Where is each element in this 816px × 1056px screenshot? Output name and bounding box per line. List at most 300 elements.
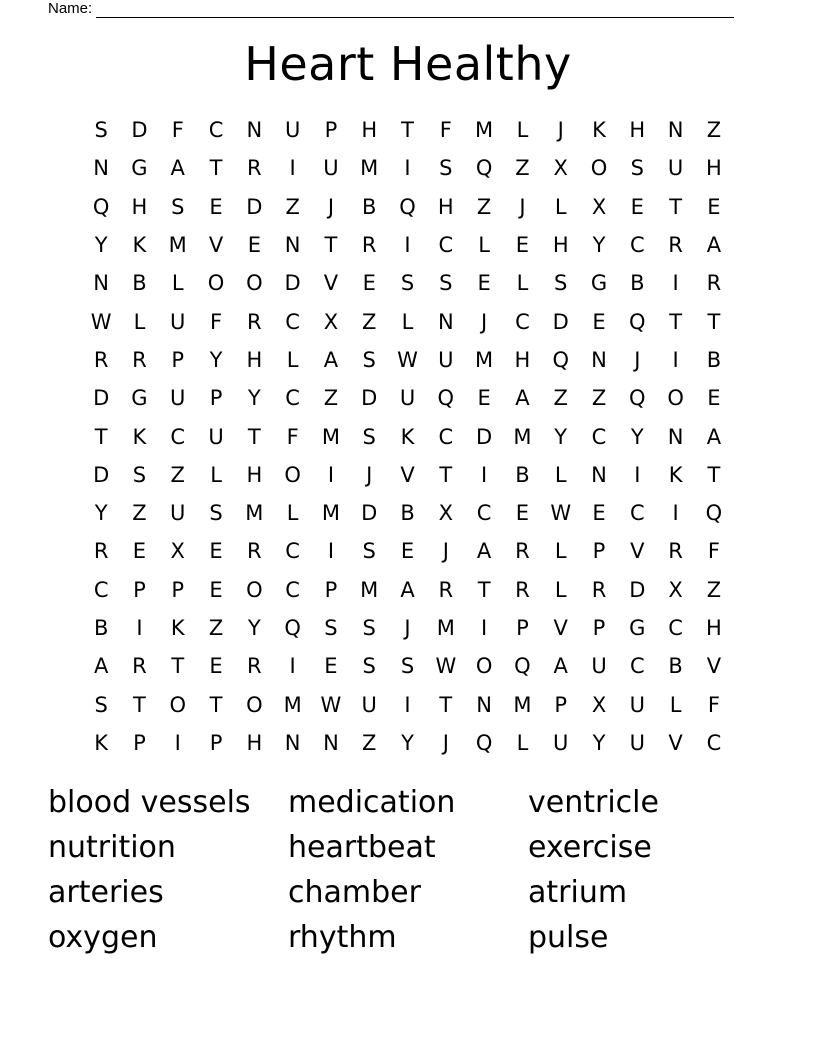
- grid-letter[interactable]: T: [439, 692, 453, 717]
- grid-letter[interactable]: N: [284, 233, 301, 258]
- grid-letter[interactable]: X: [553, 156, 568, 181]
- grid-letter[interactable]: A: [170, 156, 185, 181]
- grid-letter[interactable]: Z: [323, 386, 339, 411]
- grid-letter[interactable]: I: [404, 233, 411, 258]
- word-list-item: exercise: [528, 830, 652, 865]
- grid-letter[interactable]: W: [320, 692, 342, 717]
- grid-letter[interactable]: R: [591, 577, 607, 602]
- grid-letter[interactable]: D: [284, 271, 301, 296]
- grid-letter[interactable]: Q: [705, 501, 723, 526]
- grid-letter[interactable]: A: [553, 654, 568, 679]
- grid-letter[interactable]: M: [321, 424, 340, 449]
- grid-letter[interactable]: L: [554, 539, 567, 564]
- grid-letter[interactable]: C: [285, 577, 300, 602]
- grid-letter[interactable]: D: [93, 386, 110, 411]
- grid-letter[interactable]: N: [591, 462, 607, 487]
- grid-letter[interactable]: M: [475, 118, 494, 143]
- grid-letter[interactable]: Q: [475, 730, 493, 755]
- grid-letter[interactable]: L: [171, 271, 184, 296]
- grid-letter[interactable]: W: [550, 501, 572, 526]
- grid-letter[interactable]: P: [209, 730, 223, 755]
- grid-letter[interactable]: Z: [706, 118, 722, 143]
- grid-letter[interactable]: F: [707, 692, 720, 717]
- grid-letter[interactable]: N: [246, 118, 263, 143]
- grid-letter[interactable]: R: [668, 233, 683, 258]
- grid-letter[interactable]: Z: [285, 194, 300, 219]
- grid-letter[interactable]: W: [90, 309, 112, 334]
- grid-letter[interactable]: T: [171, 654, 185, 679]
- name-underline[interactable]: [96, 2, 734, 18]
- grid-letter[interactable]: B: [400, 501, 415, 526]
- grid-letter[interactable]: Q: [629, 386, 646, 411]
- grid-letter[interactable]: I: [289, 156, 296, 181]
- grid-letter[interactable]: K: [668, 462, 683, 487]
- word-list-item: chamber: [288, 875, 421, 910]
- grid-letter[interactable]: T: [669, 194, 683, 219]
- grid-letter[interactable]: P: [171, 347, 185, 372]
- grid-letter[interactable]: L: [401, 309, 414, 334]
- grid-letter[interactable]: N: [667, 424, 684, 449]
- grid-letter[interactable]: L: [133, 309, 146, 334]
- grid-letter[interactable]: E: [362, 271, 376, 296]
- grid-letter[interactable]: J: [404, 616, 411, 640]
- grid-letter[interactable]: O: [667, 386, 684, 411]
- grid-letter[interactable]: I: [404, 156, 411, 181]
- grid-letter[interactable]: Y: [209, 347, 223, 372]
- grid-letter[interactable]: U: [438, 347, 454, 372]
- grid-letter[interactable]: C: [629, 501, 645, 526]
- grid-letter[interactable]: Z: [362, 309, 377, 334]
- grid-letter[interactable]: C: [515, 309, 530, 334]
- grid-letter[interactable]: F: [439, 118, 452, 143]
- grid-letter[interactable]: Z: [591, 386, 607, 411]
- grid-letter[interactable]: Q: [284, 616, 301, 640]
- grid-letter[interactable]: D: [552, 309, 569, 334]
- grid-letter[interactable]: J: [557, 118, 564, 143]
- grid-letter[interactable]: P: [516, 616, 529, 640]
- grid-letter[interactable]: G: [131, 386, 148, 411]
- grid-letter[interactable]: A: [515, 386, 530, 411]
- grid-letter[interactable]: O: [246, 692, 263, 717]
- grid-letter[interactable]: U: [208, 424, 224, 449]
- grid-letter[interactable]: S: [439, 156, 453, 181]
- grid-letter[interactable]: L: [516, 730, 529, 755]
- grid-letter[interactable]: B: [362, 194, 377, 219]
- grid-letter[interactable]: A: [706, 233, 722, 258]
- grid-letter[interactable]: X: [591, 692, 607, 717]
- grid-letter[interactable]: Y: [401, 730, 414, 755]
- word-search-grid: [82, 111, 733, 762]
- grid-letter[interactable]: I: [481, 616, 488, 640]
- grid-letter[interactable]: L: [286, 347, 299, 372]
- grid-letter[interactable]: T: [707, 309, 721, 334]
- grid-letter[interactable]: S: [362, 347, 376, 372]
- grid-letter[interactable]: J: [327, 194, 335, 219]
- grid-letter[interactable]: N: [323, 730, 339, 755]
- grid-letter[interactable]: R: [132, 654, 147, 679]
- grid-letter[interactable]: Q: [629, 309, 646, 334]
- grid-letter[interactable]: I: [672, 347, 679, 372]
- grid-letter[interactable]: C: [438, 424, 454, 449]
- grid-letter[interactable]: R: [247, 156, 262, 181]
- grid-letter[interactable]: P: [554, 692, 568, 717]
- word-list-item: blood vessels: [48, 785, 251, 820]
- grid-letter[interactable]: K: [592, 118, 606, 143]
- grid-letter[interactable]: V: [323, 271, 339, 296]
- grid-letter[interactable]: G: [131, 156, 148, 181]
- grid-letter[interactable]: D: [361, 501, 378, 526]
- grid-letter[interactable]: U: [284, 118, 301, 143]
- grid-letter[interactable]: S: [94, 118, 108, 143]
- grid-letter[interactable]: C: [591, 424, 607, 449]
- grid-letter[interactable]: N: [93, 271, 109, 296]
- grid-letter[interactable]: H: [246, 462, 263, 487]
- grid-letter[interactable]: I: [672, 271, 679, 296]
- grid-letter[interactable]: M: [436, 616, 455, 640]
- grid-letter[interactable]: H: [246, 347, 263, 372]
- grid-letter[interactable]: R: [247, 654, 262, 679]
- grid-letter[interactable]: S: [362, 654, 376, 679]
- grid-letter[interactable]: D: [476, 424, 493, 449]
- grid-letter[interactable]: Y: [554, 424, 568, 449]
- grid-letter[interactable]: T: [247, 424, 261, 449]
- grid-letter[interactable]: U: [629, 730, 645, 755]
- grid-letter[interactable]: O: [246, 271, 263, 296]
- grid-letter[interactable]: E: [209, 577, 223, 602]
- grid-letter[interactable]: O: [590, 156, 608, 181]
- grid-letter[interactable]: L: [210, 462, 222, 487]
- grid-letter[interactable]: A: [400, 577, 415, 602]
- grid-letter[interactable]: A: [93, 654, 109, 679]
- grid-letter[interactable]: L: [669, 692, 682, 717]
- word-list-item: oxygen: [48, 920, 158, 955]
- grid-letter[interactable]: E: [707, 194, 721, 219]
- grid-letter[interactable]: H: [514, 347, 531, 372]
- grid-letter[interactable]: R: [93, 347, 109, 372]
- grid-letter[interactable]: A: [706, 424, 722, 449]
- grid-letter[interactable]: Z: [476, 194, 492, 219]
- grid-letter[interactable]: C: [629, 654, 645, 679]
- grid-letter[interactable]: K: [170, 616, 185, 640]
- grid-letter[interactable]: S: [209, 501, 223, 526]
- grid-letter[interactable]: M: [283, 692, 302, 717]
- grid-letter[interactable]: Y: [592, 730, 606, 755]
- grid-letter[interactable]: N: [667, 118, 684, 143]
- grid-letter[interactable]: E: [324, 654, 338, 679]
- grid-letter[interactable]: U: [361, 692, 377, 717]
- grid-letter[interactable]: Y: [94, 233, 108, 258]
- grid-letter[interactable]: K: [132, 233, 147, 258]
- grid-letter[interactable]: V: [706, 654, 722, 679]
- grid-letter[interactable]: S: [132, 462, 147, 487]
- grid-letter[interactable]: P: [133, 577, 146, 602]
- grid-letter[interactable]: T: [439, 462, 453, 487]
- grid-letter[interactable]: B: [93, 616, 109, 640]
- grid-letter[interactable]: U: [629, 692, 645, 717]
- grid-letter[interactable]: T: [209, 692, 223, 717]
- grid-letter[interactable]: V: [668, 730, 683, 755]
- grid-letter[interactable]: K: [400, 424, 415, 449]
- grid-letter[interactable]: E: [132, 539, 147, 564]
- grid-letter[interactable]: E: [400, 539, 415, 564]
- grid-letter[interactable]: E: [592, 309, 606, 334]
- grid-letter[interactable]: V: [208, 233, 224, 258]
- name-label: Name:: [48, 0, 93, 17]
- grid-letter[interactable]: R: [361, 233, 377, 258]
- grid-letter[interactable]: C: [629, 233, 645, 258]
- grid-letter[interactable]: E: [247, 233, 261, 258]
- grid-letter[interactable]: B: [132, 271, 147, 296]
- grid-letter[interactable]: E: [630, 194, 644, 219]
- grid-letter[interactable]: E: [209, 654, 223, 679]
- grid-letter[interactable]: C: [93, 577, 109, 602]
- grid-letter[interactable]: M: [360, 156, 379, 181]
- grid-letter[interactable]: C: [285, 309, 300, 334]
- grid-letter[interactable]: J: [634, 347, 641, 372]
- grid-letter[interactable]: Z: [208, 616, 224, 640]
- grid-letter[interactable]: D: [629, 577, 646, 602]
- grid-letter[interactable]: H: [706, 616, 722, 640]
- grid-letter[interactable]: X: [170, 539, 185, 564]
- grid-letter[interactable]: B: [668, 654, 683, 679]
- grid-letter[interactable]: L: [286, 501, 299, 526]
- grid-letter[interactable]: U: [323, 156, 339, 181]
- grid-letter[interactable]: R: [247, 309, 262, 334]
- grid-letter[interactable]: P: [592, 616, 606, 640]
- grid-letter[interactable]: S: [324, 616, 338, 640]
- grid-letter[interactable]: T: [707, 462, 721, 487]
- grid-letter[interactable]: F: [209, 309, 223, 334]
- grid-letter[interactable]: X: [668, 577, 683, 602]
- grid-letter[interactable]: V: [630, 539, 645, 564]
- grid-letter[interactable]: I: [289, 654, 296, 679]
- grid-letter[interactable]: T: [669, 309, 683, 334]
- grid-letter[interactable]: H: [246, 730, 263, 755]
- grid-letter[interactable]: M: [321, 501, 340, 526]
- grid-letter[interactable]: V: [553, 616, 568, 640]
- grid-letter[interactable]: J: [442, 539, 449, 564]
- grid-letter[interactable]: B: [706, 347, 722, 372]
- grid-letter[interactable]: C: [438, 233, 454, 258]
- grid-letter[interactable]: Y: [630, 424, 644, 449]
- grid-letter[interactable]: H: [437, 194, 454, 219]
- grid-letter[interactable]: L: [516, 271, 529, 296]
- grid-letter[interactable]: N: [476, 692, 492, 717]
- grid-letter[interactable]: U: [170, 386, 186, 411]
- grid-letter[interactable]: P: [324, 577, 338, 602]
- grid-letter[interactable]: S: [400, 271, 415, 296]
- grid-letter[interactable]: I: [327, 462, 335, 487]
- grid-letter[interactable]: R: [93, 539, 109, 564]
- grid-letter[interactable]: O: [475, 654, 493, 679]
- grid-letter[interactable]: L: [554, 462, 567, 487]
- grid-letter[interactable]: R: [247, 539, 262, 564]
- grid-letter[interactable]: T: [133, 692, 146, 717]
- grid-letter[interactable]: C: [476, 501, 492, 526]
- grid-letter[interactable]: P: [133, 730, 146, 755]
- grid-letter[interactable]: S: [630, 156, 644, 181]
- name-field: [48, 0, 734, 18]
- grid-letter[interactable]: G: [629, 616, 646, 640]
- grid-letter[interactable]: T: [94, 424, 108, 449]
- grid-letter[interactable]: N: [437, 309, 454, 334]
- grid-letter[interactable]: K: [94, 730, 109, 755]
- grid-letter[interactable]: P: [324, 118, 338, 143]
- grid-letter[interactable]: C: [285, 539, 300, 564]
- grid-letter[interactable]: S: [554, 271, 568, 296]
- grid-letter[interactable]: Z: [362, 730, 377, 755]
- grid-letter[interactable]: J: [366, 462, 373, 487]
- grid-letter[interactable]: P: [209, 386, 223, 411]
- grid-letter[interactable]: U: [553, 730, 569, 755]
- grid-letter[interactable]: M: [475, 347, 494, 372]
- grid-letter[interactable]: S: [439, 271, 453, 296]
- grid-letter[interactable]: T: [209, 156, 223, 181]
- grid-letter[interactable]: E: [209, 539, 223, 564]
- grid-letter[interactable]: R: [515, 577, 530, 602]
- grid-letter[interactable]: C: [208, 118, 224, 143]
- grid-letter[interactable]: N: [591, 347, 607, 372]
- grid-letter[interactable]: P: [171, 577, 185, 602]
- grid-letter[interactable]: U: [170, 309, 186, 334]
- grid-letter[interactable]: S: [362, 539, 376, 564]
- grid-letter[interactable]: X: [323, 309, 339, 334]
- grid-letter[interactable]: Z: [170, 462, 185, 487]
- grid-letter[interactable]: E: [209, 194, 223, 219]
- grid-letter[interactable]: F: [707, 539, 720, 564]
- grid-letter[interactable]: W: [435, 654, 457, 679]
- grid-letter[interactable]: D: [131, 118, 148, 143]
- grid-letter[interactable]: U: [170, 501, 186, 526]
- grid-letter[interactable]: I: [136, 616, 143, 640]
- grid-letter[interactable]: T: [477, 577, 491, 602]
- grid-letter[interactable]: Y: [247, 386, 261, 411]
- grid-letter[interactable]: C: [170, 424, 186, 449]
- grid-letter[interactable]: Q: [475, 156, 493, 181]
- grid-letter[interactable]: W: [397, 347, 418, 372]
- grid-letter[interactable]: C: [668, 616, 683, 640]
- grid-letter[interactable]: X: [591, 194, 607, 219]
- grid-letter[interactable]: E: [477, 386, 491, 411]
- grid-letter[interactable]: Q: [92, 194, 110, 219]
- grid-letter[interactable]: J: [442, 730, 449, 755]
- grid-letter[interactable]: R: [706, 271, 722, 296]
- grid-letter[interactable]: Q: [437, 386, 455, 411]
- grid-letter[interactable]: E: [477, 271, 491, 296]
- grid-letter[interactable]: M: [168, 233, 187, 258]
- grid-letter[interactable]: Z: [132, 501, 147, 526]
- grid-letter[interactable]: O: [284, 462, 301, 487]
- grid-letter[interactable]: L: [516, 118, 529, 143]
- grid-letter[interactable]: X: [438, 501, 454, 526]
- grid-letter[interactable]: S: [362, 616, 376, 640]
- grid-letter[interactable]: R: [438, 577, 454, 602]
- word-list-item: ventricle: [528, 785, 659, 820]
- grid-letter[interactable]: I: [174, 730, 181, 755]
- grid-letter[interactable]: H: [706, 156, 722, 181]
- grid-letter[interactable]: M: [360, 577, 379, 602]
- grid-letter[interactable]: L: [554, 194, 567, 219]
- grid-letter[interactable]: H: [361, 118, 378, 143]
- grid-letter[interactable]: O: [169, 692, 186, 717]
- grid-letter[interactable]: F: [171, 118, 184, 143]
- grid-letter[interactable]: J: [481, 309, 488, 334]
- grid-letter[interactable]: N: [93, 156, 109, 181]
- grid-letter[interactable]: Y: [94, 501, 108, 526]
- grid-letter[interactable]: U: [667, 156, 684, 181]
- grid-letter[interactable]: D: [93, 462, 110, 487]
- grid-letter[interactable]: O: [246, 577, 263, 602]
- grid-letter[interactable]: S: [94, 692, 108, 717]
- grid-letter[interactable]: E: [707, 386, 721, 411]
- grid-letter[interactable]: Z: [515, 156, 530, 181]
- grid-letter[interactable]: K: [132, 424, 147, 449]
- grid-letter[interactable]: I: [404, 692, 411, 717]
- grid-letter[interactable]: C: [285, 386, 300, 411]
- grid-letter[interactable]: L: [554, 577, 567, 602]
- grid-letter[interactable]: H: [629, 118, 646, 143]
- grid-letter[interactable]: I: [481, 462, 488, 487]
- grid-letter[interactable]: Y: [592, 233, 606, 258]
- word-list-item: nutrition: [48, 830, 176, 865]
- grid-letter[interactable]: J: [519, 194, 526, 219]
- word-list-item: pulse: [528, 920, 609, 955]
- grid-letter[interactable]: I: [327, 539, 335, 564]
- grid-letter[interactable]: Z: [553, 386, 568, 411]
- grid-letter[interactable]: O: [207, 271, 225, 296]
- grid-letter[interactable]: B: [630, 271, 645, 296]
- grid-letter[interactable]: Q: [399, 194, 416, 219]
- grid-letter[interactable]: Q: [552, 347, 569, 372]
- grid-letter[interactable]: V: [400, 462, 415, 487]
- grid-letter[interactable]: D: [361, 386, 378, 411]
- grid-letter[interactable]: H: [552, 233, 569, 258]
- grid-letter[interactable]: S: [171, 194, 185, 219]
- grid-letter[interactable]: E: [515, 501, 530, 526]
- grid-letter[interactable]: Q: [514, 654, 531, 679]
- grid-letter[interactable]: C: [706, 730, 722, 755]
- grid-letter[interactable]: U: [591, 654, 607, 679]
- grid-letter[interactable]: Y: [247, 616, 261, 640]
- grid-letter[interactable]: N: [284, 730, 301, 755]
- grid-letter[interactable]: I: [634, 462, 641, 487]
- grid-letter[interactable]: R: [132, 347, 147, 372]
- grid-letter[interactable]: M: [245, 501, 264, 526]
- grid-letter[interactable]: E: [592, 501, 606, 526]
- grid-letter[interactable]: G: [590, 271, 608, 296]
- grid-letter[interactable]: A: [323, 347, 339, 372]
- grid-letter[interactable]: R: [515, 539, 530, 564]
- grid-letter[interactable]: R: [668, 539, 683, 564]
- grid-letter[interactable]: S: [400, 654, 415, 679]
- grid-letter[interactable]: F: [286, 424, 299, 449]
- grid-letter[interactable]: H: [131, 194, 148, 219]
- grid-letter[interactable]: B: [515, 462, 530, 487]
- grid-letter[interactable]: T: [324, 233, 338, 258]
- grid-letter[interactable]: D: [246, 194, 263, 219]
- grid-letter[interactable]: P: [592, 539, 606, 564]
- grid-letter[interactable]: L: [478, 233, 490, 258]
- grid-letter[interactable]: A: [476, 539, 492, 564]
- grid-letter[interactable]: Z: [706, 577, 722, 602]
- grid-letter[interactable]: U: [399, 386, 416, 411]
- grid-letter[interactable]: M: [513, 692, 532, 717]
- grid-letter[interactable]: I: [672, 501, 679, 526]
- grid-letter[interactable]: M: [513, 424, 532, 449]
- grid-letter[interactable]: T: [401, 118, 414, 143]
- grid-letter[interactable]: S: [362, 424, 376, 449]
- grid-letter[interactable]: E: [515, 233, 530, 258]
